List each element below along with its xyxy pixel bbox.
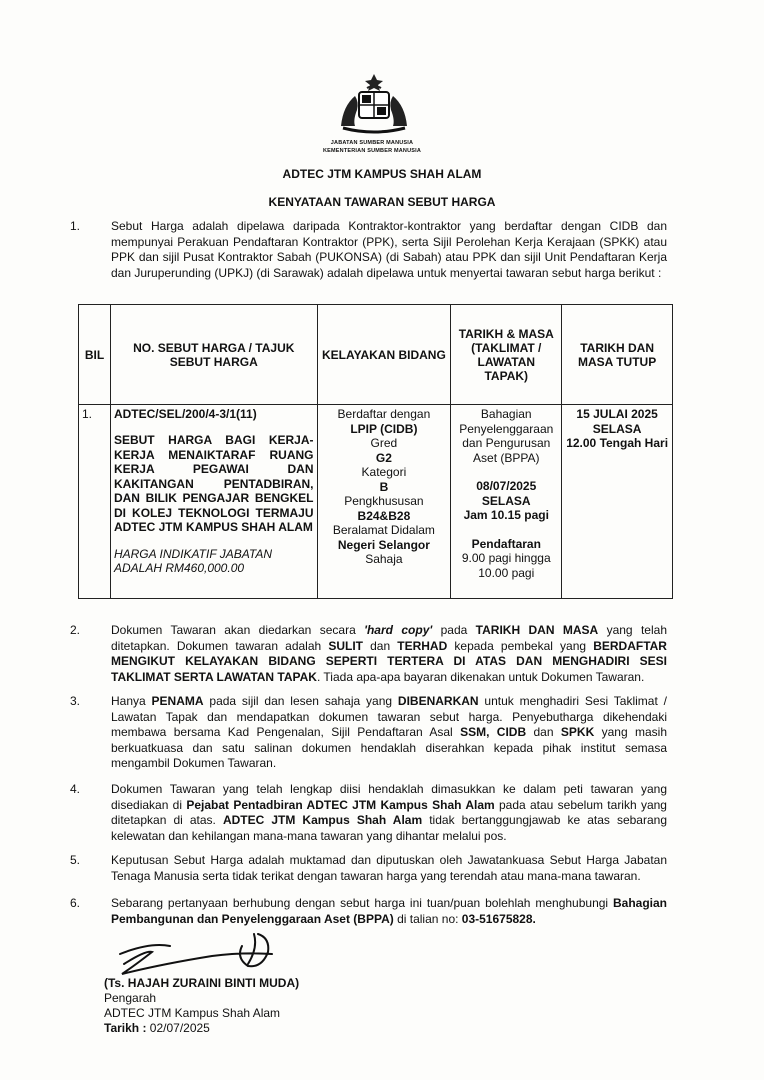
cell-tajuk [110, 405, 317, 599]
malaysia-coat-of-arms-logo [333, 72, 415, 134]
signatory-name: (Ts. HAJAH ZURAINI BINTI MUDA) [104, 976, 300, 990]
header-kelayakan: KELAYAKAN BIDANG [317, 305, 451, 405]
para-1-text: Sebut Harga adalah dipelawa daripada Kontraktor-kontraktor yang berdaftar dengan CIDB dan mempunyai Perakuan Pendaftaran Kontraktor (PPK), serta Sijil Perolehan Kerja Kerajaan (SPKK) atau PPK dan sijil Pusat Kontraktor Sabah (PUKONSA) (di Sabah) atau PPK dan sijil Unit Pendaftaran Kerja dan Juruperunding (UPKJ) (di Sarawak) adalah dipelawa untuk menyertai tawaran sebut harga berikut : [111, 219, 667, 280]
para-6-number: 6. [70, 896, 81, 910]
para-2-number: 2. [70, 623, 81, 637]
para-4-number: 4. [70, 782, 81, 796]
table-header-row [79, 305, 673, 405]
header-no-sebut-harga: NO. SEBUT HARGA / TAJUK SEBUT HARGA [110, 305, 317, 405]
cell-tarikh-tutup [562, 405, 673, 599]
kelayakan-line: B [379, 479, 389, 494]
para-3-number: 3. [70, 694, 81, 708]
tender-table [78, 304, 673, 599]
signatory-org: ADTEC JTM Kampus Shah Alam [104, 1006, 281, 1020]
kelayakan-line: Sahaja [365, 552, 403, 566]
table-row [79, 405, 673, 599]
header-tarikh-masa: TARIKH & MASA (TAKLIMAT / LAWATAN TAPAK) [451, 305, 562, 405]
briefing-time: Jam 10.15 pagi [463, 508, 549, 522]
closing-date: 15 JULAI 2025 [576, 407, 658, 421]
cell-kelayakan [317, 405, 451, 599]
kelayakan-line: Negeri Selangor [337, 537, 430, 552]
kelayakan-line: Kategori [361, 465, 407, 479]
signoff-date: Tarikh : 02/07/2025 [104, 1021, 210, 1035]
kelayakan-line: G2 [375, 450, 392, 465]
header-tarikh-tutup: TARIKH DAN MASA TUTUP [562, 305, 673, 405]
department-name: JABATAN SUMBER MANUSIA [330, 140, 414, 146]
briefing-location: Bahagian Penyelenggaraan dan Pengurusan Aset (BPPA) [459, 407, 554, 465]
cell-tarikh-taklimat [451, 405, 562, 599]
closing-time: 12.00 Tengah Hari [566, 436, 669, 450]
kelayakan-line: Gred [370, 436, 398, 450]
para-5-text: Keputusan Sebut Harga adalah muktamad dan diputuskan oleh Jawatankuasa Sebut Harga Jabatan Tenaga Manusia serta tidak terikat dengan tawaran harga yang terendah atau mana-mana tawaran. [111, 853, 667, 883]
closing-day: SELASA [592, 421, 642, 436]
kelayakan-line: Beralamat Didalam [332, 523, 435, 537]
header-bil: BIL [79, 305, 111, 405]
briefing-date: 08/07/2025 [476, 479, 537, 493]
kelayakan-line: Pengkhususan [344, 494, 424, 508]
kelayakan-line: LPIP (CIDB) [350, 421, 418, 436]
indicative-price: HARGA INDIKATIF JABATAN ADALAH RM460,000.00 [113, 546, 272, 575]
document-title: ADTEC JTM KAMPUS SHAH ALAM [282, 167, 482, 181]
document-subtitle: KENYATAAN TAWARAN SEBUT HARGA [268, 195, 496, 209]
para-3-text: Hanya PENAMA pada sijil dan lesen sahaja yang DIBENARKAN untuk menghadiri Sesi Taklimat / Lawatan Tapak dan mendapatkan dokumen tawaran sebut harga. Penyebutharga dikehendaki membawa bersama Kad Pengenalan, Sijil Pendaftaran Asal SSM, CIDB dan SPKK yang masih berkuatkuasa dan satu salinan dokumen hendaklah diserahkan kepada pihak institut semasa mengambil Dokumen Tawaran. [111, 694, 667, 771]
para-1-number: 1. [70, 219, 81, 233]
briefing-day: SELASA [481, 493, 531, 508]
para-4-text: Dokumen Tawaran yang telah lengkap diisi hendaklah dimasukkan ke dalam peti tawaran yang disediakan di Pejabat Pentadbiran ADTEC JTM Kampus Shah Alam pada atau sebelum tarikh yang ditetapkan di atas. ADTEC JTM Kampus Shah Alam tidak bertanggungjawab ke atas sebarang kelewatan dan kehilangan mana-mana tawaran yang dihantar melalui pos. [111, 782, 668, 843]
reference-number: ADTEC/SEL/200/4-3/1(11) [113, 407, 257, 421]
row-number: 1. [82, 407, 93, 421]
signatory-role: Pengarah [104, 991, 157, 1005]
registration-time: 9.00 pagi hingga 10.00 pagi [461, 551, 551, 580]
registration-label: Pendaftaran [471, 536, 541, 551]
para-6-text: Sebarang pertanyaan berhubung dengan sebut harga ini tuan/puan bolehlah menghubungi Bahagian Pembangunan dan Penyelenggaraan Aset (BPPA) di talian no: 03-51675828. [111, 896, 667, 926]
ministry-name: KEMENTERIAN SUMBER MANUSIA [322, 148, 422, 154]
tender-title: SEBUT HARGA BAGI KERJA-KERJA MENAIKTARAF RUANG KERJA PEGAWAI DAN KAKITANGAN PENTADBIRAN, DAN BILIK PENGAJAR BENGKEL DI KOLEJ TEKNOLOGI TERMAJU ADTEC JTM KAMPUS SHAH ALAM [113, 433, 314, 534]
para-5-number: 5. [70, 853, 81, 867]
handwritten-signature [104, 924, 314, 980]
para-2-text: Dokumen Tawaran akan diedarkan secara 'hard copy' pada TARIKH DAN MASA yang telah ditetapkan. Dokumen tawaran adalah SULIT dan TERHAD kepada pembekal yang BERDAFTAR MENGIKUT KELAYAKAN BIDANG SEPERTI TERTERA DI ATAS DAN MENGHADIRI SESI TAKLIMAT SERTA LAWATAN TAPAK. Tiada apa-apa bayaran dikenakan untuk Dokumen Tawaran. [111, 623, 667, 684]
kelayakan-line: B24&B28 [357, 508, 411, 523]
kelayakan-line: Berdaftar dengan [337, 407, 431, 421]
cell-bil [79, 405, 111, 599]
